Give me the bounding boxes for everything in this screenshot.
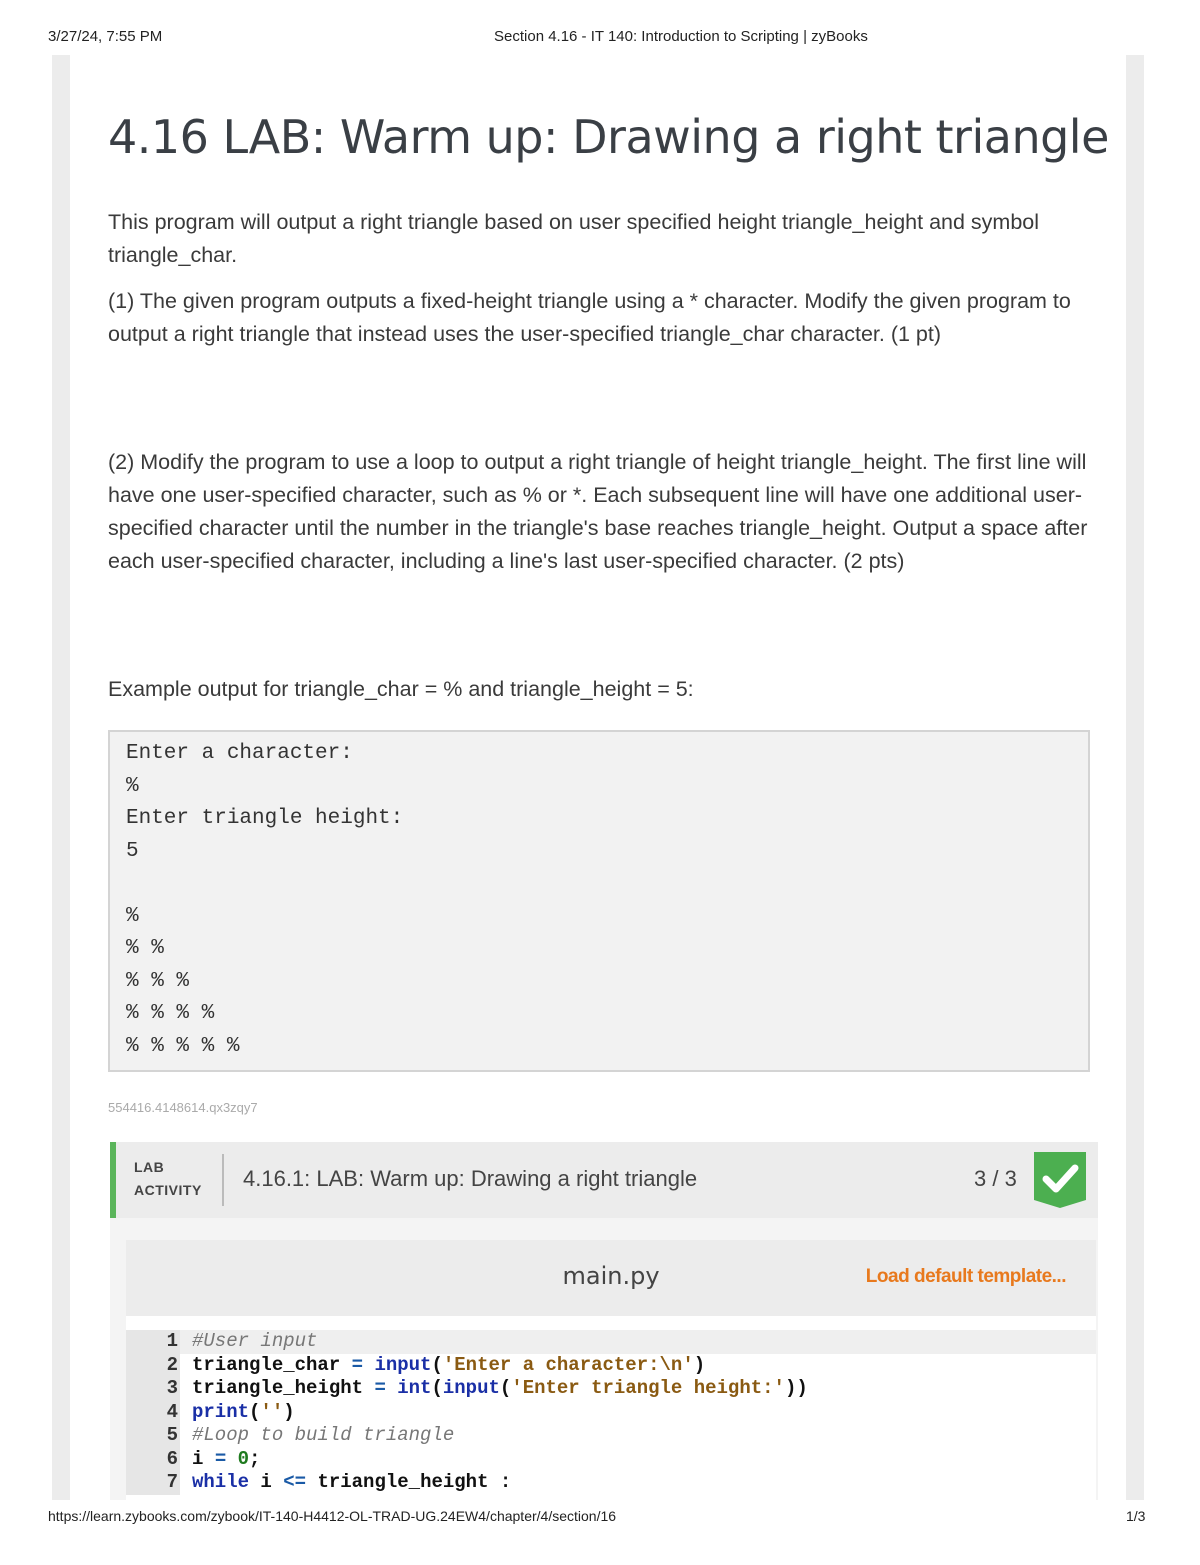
print-page-count: 1/3 <box>1126 1508 1146 1524</box>
step-1-text: (1) The given program outputs a fixed-height triangle using a * character. Modify the given program to output a right triangle that instead uses the user-specified triangle_char character. (1 pt) <box>108 289 1071 346</box>
line-number: 4 <box>126 1401 180 1425</box>
code-text[interactable]: #User input <box>192 1330 318 1352</box>
file-name: main.py <box>562 1262 660 1290</box>
code-line[interactable] <box>126 1330 1096 1354</box>
code-line[interactable] <box>126 1424 1096 1448</box>
section-title: 4.16 LAB: Warm up: Drawing a right triangle <box>108 110 1109 164</box>
line-number: 3 <box>126 1377 180 1401</box>
left-gutter <box>52 55 70 1500</box>
code-line[interactable] <box>126 1354 1096 1378</box>
code-text[interactable]: triangle_char = input('Enter a character:\n') <box>192 1353 706 1376</box>
line-number: 7 <box>126 1471 180 1495</box>
example-line: 5 <box>126 839 139 863</box>
header-divider <box>222 1154 224 1206</box>
code-line[interactable] <box>126 1448 1096 1472</box>
code-area[interactable] <box>126 1330 1096 1495</box>
line-number: 1 <box>126 1330 180 1354</box>
lab-tag-line1: LAB <box>134 1159 165 1175</box>
lab-title: 4.16.1: LAB: Warm up: Drawing a right triangle <box>243 1166 698 1191</box>
code-line[interactable] <box>126 1471 1096 1495</box>
code-editor <box>126 1240 1096 1502</box>
print-page-title: Section 4.16 - IT 140: Introduction to Scripting | zyBooks <box>494 28 868 45</box>
example-line: % % % <box>126 969 190 993</box>
lab-tag-line2: ACTIVITY <box>134 1182 202 1198</box>
right-gutter <box>1126 55 1144 1500</box>
example-line: Enter triangle height: <box>126 807 404 830</box>
lab-activity <box>110 1142 1098 1500</box>
example-caption: Example output for triangle_char = % and triangle_height = 5: <box>108 677 694 701</box>
line-number: 5 <box>126 1424 180 1448</box>
code-text[interactable]: i = 0; <box>192 1447 261 1470</box>
example-line: % % <box>126 937 164 960</box>
example-line: % % % % <box>126 1002 215 1025</box>
intro-text: This program will output a right triangle based on user specified height triangle_height and symbol triangle_char. <box>108 210 1040 267</box>
example-line: % % % % % <box>126 1034 240 1058</box>
print-timestamp: 3/27/24, 7:55 PM <box>48 28 163 45</box>
example-line: % <box>126 904 139 928</box>
print-url: https://learn.zybooks.com/zybook/IT-140-H4412-OL-TRAD-UG.24EW4/chapter/4/section/16 <box>48 1508 617 1524</box>
code-text[interactable]: print('') <box>192 1400 295 1423</box>
line-number: 2 <box>126 1354 180 1378</box>
step-2-text: (2) Modify the program to use a loop to output a right triangle of height triangle_height. The first line will have one user-specified character, such as % or *. Each subsequent line will have one additional user-specified character until the number in the triangle's base reaches triangle_height. Output a space after each user-specified character, including a line's last user-specified character. (2 pts) <box>108 450 1088 573</box>
lab-score: 3 / 3 <box>974 1166 1017 1191</box>
lab-activity-tag <box>134 1156 202 1202</box>
code-text[interactable]: triangle_height = int(input('Enter triangle height:')) <box>192 1377 808 1399</box>
editor-toolbar <box>126 1240 1096 1316</box>
load-default-template-button[interactable]: Load default template... <box>865 1266 1066 1287</box>
code-line[interactable] <box>126 1401 1096 1425</box>
lab-header <box>110 1142 1098 1218</box>
example-line: Enter a character: <box>126 742 353 765</box>
content-id: 554416.4148614.qx3zqy7 <box>108 1100 258 1115</box>
code-line[interactable] <box>126 1377 1096 1401</box>
code-text[interactable]: while i <= triangle_height : <box>192 1471 512 1493</box>
completed-check-icon <box>1034 1152 1086 1208</box>
example-line <box>126 868 1072 901</box>
code-text[interactable]: #Loop to build triangle <box>192 1424 455 1446</box>
line-number: 6 <box>126 1448 180 1472</box>
example-output-box <box>108 730 1090 1072</box>
example-line: % <box>126 774 139 798</box>
